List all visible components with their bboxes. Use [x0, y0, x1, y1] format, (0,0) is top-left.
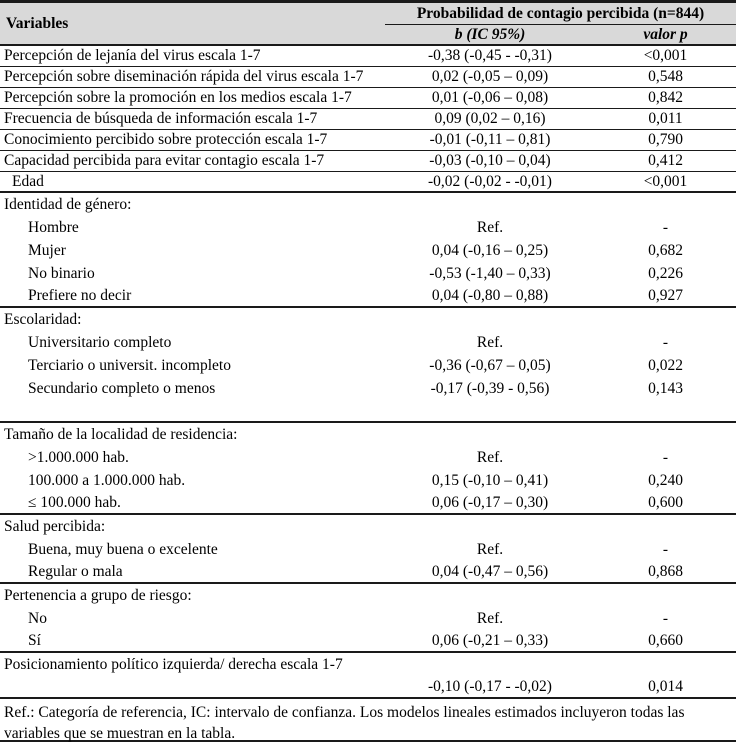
b-ic95-cell: -0,03 (-0,10 – 0,04): [429, 152, 551, 169]
variable-cell: Salud percibida:: [4, 517, 106, 535]
variable-cell: Frecuencia de búsqueda de información escala 1-7: [4, 110, 318, 127]
variable-cell: Buena, muy buena o excelente: [28, 540, 218, 558]
table-row: [0, 607, 736, 630]
b-ic95-cell: 0,02 (-0,05 – 0,09): [431, 68, 549, 85]
b-ic95-cell: 0,04 (-0,16 – 0,25): [431, 241, 549, 259]
b-ic95-cell: -0,01 (-0,11 – 0,81): [429, 131, 551, 148]
table-row: [0, 151, 736, 172]
variable-cell: Capacidad percibida para evitar contagio escala 1-7: [4, 152, 325, 169]
variable-cell: Edad: [12, 172, 44, 190]
valor-p-cell: 0,660: [648, 631, 683, 649]
b-ic95-cell: Ref.: [476, 609, 504, 627]
variable-cell: Universitario completo: [28, 333, 172, 351]
variable-cell: Escolaridad:: [4, 310, 82, 328]
variable-cell: ≤ 100.000 hab.: [28, 493, 121, 511]
table-row: [0, 446, 736, 469]
b-ic95-cell: 0,04 (-0,80 – 0,88): [431, 286, 549, 304]
b-ic95-cell: 0,06 (-0,21 – 0,33): [431, 631, 549, 649]
variable-cell: >1.000.000 hab.: [28, 448, 129, 466]
valor-p-cell: 0,548: [648, 68, 683, 85]
table-row: [0, 46, 736, 67]
b-ic95-cell: -0,36 (-0,67 – 0,05): [429, 356, 551, 374]
valor-p-cell: 0,790: [648, 131, 683, 148]
valor-p-cell: <0,001: [643, 47, 688, 64]
b-ic95-cell: -0,02 (-0,02 - -0,01): [428, 172, 552, 190]
table-row: [0, 67, 736, 88]
column-header-variables: Variables: [6, 14, 69, 32]
valor-p-cell: 0,927: [648, 286, 683, 304]
b-ic95-cell: 0,04 (-0,47 – 0,56): [431, 562, 549, 580]
column-header-valor-p: valor p: [643, 25, 688, 43]
b-ic95-cell: Ref.: [476, 540, 504, 558]
valor-p-cell: <0,001: [643, 172, 688, 190]
valor-p-cell: -: [662, 609, 669, 627]
b-ic95-cell: -0,17 (-0,39 - 0,56): [430, 379, 550, 397]
variable-cell: Mujer: [28, 241, 66, 259]
valor-p-cell: 0,868: [648, 562, 683, 580]
valor-p-cell: 0,014: [648, 677, 683, 695]
table-row: [0, 130, 736, 151]
valor-p-cell: 0,600: [648, 493, 683, 511]
variable-cell: No: [28, 609, 47, 627]
b-ic95-cell: -0,53 (-1,40 – 0,33): [429, 264, 551, 282]
variable-cell: Percepción sobre la promoción en los medios escala 1-7: [4, 89, 352, 106]
valor-p-cell: -: [662, 540, 669, 558]
valor-p-cell: 0,226: [648, 264, 683, 282]
variable-cell: Hombre: [28, 218, 79, 236]
valor-p-cell: 0,143: [648, 379, 683, 397]
table-row: [0, 630, 736, 653]
valor-p-cell: -: [662, 448, 669, 466]
table-row: [0, 561, 736, 584]
table-row: [0, 216, 736, 239]
table-row: [0, 239, 736, 262]
variable-cell: Pertenencia a grupo de riesgo:: [4, 586, 192, 604]
table-row: [0, 109, 736, 130]
section-header-row: [0, 423, 736, 446]
variable-cell: Identidad de género:: [4, 195, 132, 213]
table-row: [0, 88, 736, 109]
b-ic95-cell: -0,38 (-0,45 - -0,31): [428, 47, 552, 64]
valor-p-cell: 0,240: [648, 471, 683, 489]
variable-cell: No binario: [28, 264, 95, 282]
variable-cell: Percepción sobre diseminación rápida del virus escala 1-7: [4, 68, 364, 85]
table-footnote: Ref.: Categoría de referencia, IC: intervalo de confianza. Los modelos lineales estimados incluyeron todas las variables que se muestran en la tabla.: [4, 704, 685, 742]
table-row: [0, 538, 736, 561]
valor-p-cell: -: [662, 333, 669, 351]
table-row: [0, 492, 736, 515]
variable-cell: Posicionamiento político izquierda/ derecha escala 1-7: [4, 655, 343, 673]
table-row: [0, 172, 736, 193]
b-ic95-cell: 0,01 (-0,06 – 0,08): [431, 89, 549, 106]
sub-header-row: [385, 25, 736, 44]
variable-cell: 100.000 a 1.000.000 hab.: [28, 471, 186, 489]
table-row: [0, 377, 736, 400]
valor-p-cell: 0,011: [648, 110, 683, 127]
b-ic95-cell: Ref.: [476, 448, 504, 466]
table-row: [0, 331, 736, 354]
table-row: [0, 400, 736, 423]
b-ic95-cell: 0,15 (-0,10 – 0,41): [431, 471, 549, 489]
b-ic95-cell: 0,09 (0,02 – 0,16): [434, 110, 546, 127]
section-header-row: [0, 515, 736, 538]
variable-cell: Conocimiento percibido sobre protección escala 1-7: [4, 131, 328, 148]
table-row: [0, 354, 736, 377]
variable-cell: Percepción de lejanía del virus escala 1-7: [4, 47, 261, 64]
variable-cell: Tamaño de la localidad de residencia:: [4, 425, 238, 443]
variable-cell: Sí: [28, 631, 41, 649]
valor-p-cell: 0,682: [648, 241, 683, 259]
valor-p-cell: 0,412: [648, 152, 683, 169]
valor-p-cell: -: [662, 218, 669, 236]
column-group-contagio: [385, 3, 736, 44]
variable-cell: Regular o mala: [28, 562, 123, 580]
section-header-row: [0, 653, 736, 676]
table-header: [0, 3, 736, 46]
b-ic95-cell: -0,10 (-0,17 - -0,02): [428, 677, 552, 695]
b-ic95-cell: 0,06 (-0,17 – 0,30): [431, 493, 549, 511]
valor-p-cell: 0,842: [648, 89, 683, 106]
b-ic95-cell: Ref.: [476, 333, 504, 351]
table-body: [0, 46, 736, 699]
section-header-row: [0, 308, 736, 331]
table-row: [0, 262, 736, 285]
table-row: [0, 285, 736, 308]
section-header-row: [0, 193, 736, 216]
b-ic95-cell: Ref.: [476, 218, 504, 236]
variable-cell: Secundario completo o menos: [28, 379, 216, 397]
valor-p-cell: 0,022: [648, 356, 683, 374]
table-row: [0, 676, 736, 699]
variable-cell: Terciario o universit. incompleto: [28, 356, 231, 374]
variable-cell: Prefiere no decir: [28, 286, 132, 304]
column-header-b-ic95: b (IC 95%): [454, 25, 526, 43]
column-group-title: Probabilidad de contagio percibida (n=844): [385, 3, 736, 25]
section-header-row: [0, 584, 736, 607]
table-row: [0, 469, 736, 492]
